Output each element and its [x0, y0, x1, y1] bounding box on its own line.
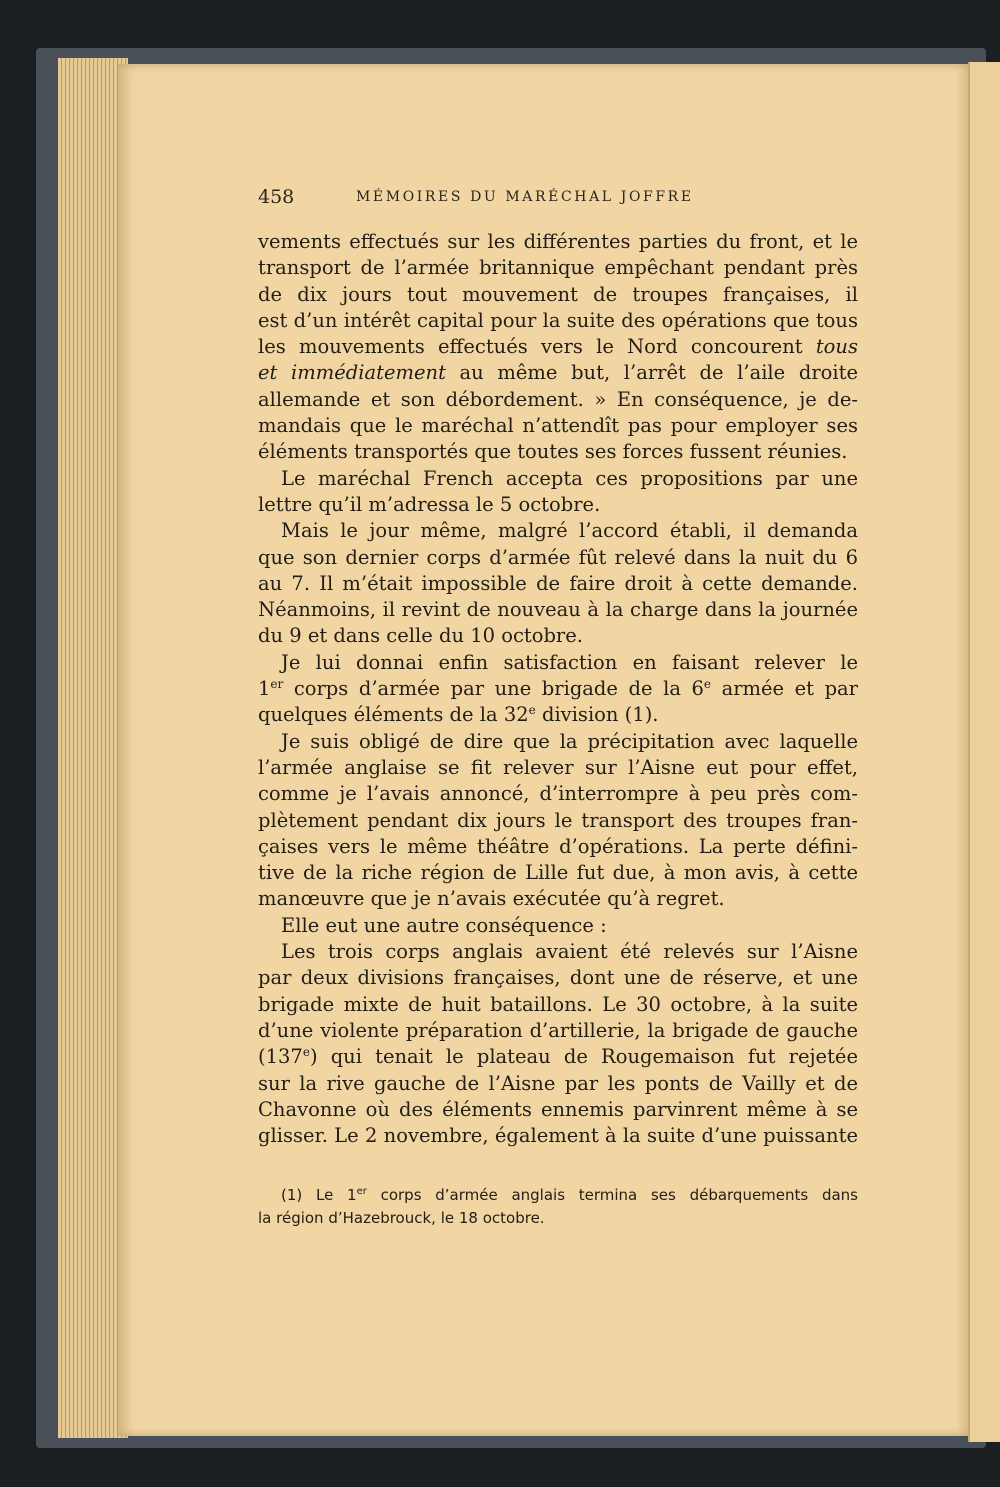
text-run: armée et par: [711, 677, 858, 701]
text-run: çaises vers le même théâtre d’opérations. La perte défini-: [258, 834, 858, 858]
text-line: [258, 781, 858, 807]
text-run: au 7. Il m’était impossible de faire droit à cette demande.: [258, 571, 858, 595]
text-run: ) qui tenait le plateau de Rougemaison fut rejetée: [309, 1045, 858, 1069]
running-title: MÉMOIRES DU MARÉCHAL JOFFRE: [356, 189, 694, 205]
text-run: Elle eut une autre conséquence :: [281, 913, 607, 937]
text-line: [258, 1018, 858, 1044]
text-run: tive de la riche région de Lille fut due, à mon avis, à cette: [258, 861, 858, 885]
text-run: (1) Le 1: [281, 1186, 357, 1204]
text-line: [258, 360, 858, 386]
text-line: [258, 623, 858, 649]
superscript: e: [703, 677, 712, 692]
text-run: sur la rive gauche de l’Aisne par les ponts de Vailly et de: [258, 1071, 858, 1095]
text-line: [258, 1071, 858, 1097]
text-line: [258, 886, 858, 912]
text-run: Le maréchal French accepta ces propositions par une: [281, 466, 858, 490]
text-line: [258, 413, 858, 439]
text-run: 1: [258, 677, 271, 701]
italic-text: et immédiatement: [258, 361, 446, 385]
text-run: la région d’Hazebrouck, le 18 octobre.: [258, 1209, 545, 1227]
text-line: [258, 492, 858, 518]
text-run: que son dernier corps d’armée fût relevé dans la nuit du 6: [258, 545, 858, 569]
italic-text: tous: [815, 335, 858, 359]
text-run: transport de l’armée britannique empêchant pendant près: [258, 256, 858, 280]
text-line: [258, 939, 858, 965]
page-header: [258, 186, 858, 212]
facing-page-edge: [968, 62, 1000, 1442]
text-line: [258, 518, 858, 544]
superscript: e: [528, 703, 536, 718]
text-run: de dix jours tout mouvement de troupes françaises, il: [258, 282, 858, 306]
body-text: [258, 229, 858, 1149]
text-line: [258, 466, 858, 492]
text-run: plètement pendant dix jours le transport des troupes fran-: [258, 808, 858, 832]
superscript: er: [270, 677, 284, 692]
text-run: d’une violente préparation d’artillerie, la brigade de gauche: [258, 1018, 858, 1042]
text-line: [258, 1044, 858, 1070]
text-line: [258, 255, 858, 281]
text-line: [258, 597, 858, 623]
text-line: [258, 676, 858, 702]
text-run: Chavonne où des éléments ennemis parvinrent même à se: [258, 1097, 858, 1121]
text-line: [258, 308, 858, 334]
text-run: Les trois corps anglais avaient été relevés sur l’Aisne: [281, 940, 858, 964]
text-run: Mais le jour même, malgré l’accord établi, il demanda: [281, 519, 858, 543]
text-line: [258, 834, 858, 860]
text-line: [258, 755, 858, 781]
text-line: [258, 729, 858, 755]
text-run: les mouvements effectués vers le Nord concourent: [258, 335, 816, 359]
text-line: [258, 860, 858, 886]
text-run: division (1).: [535, 703, 659, 727]
text-line: [258, 545, 858, 571]
text-line: [258, 387, 858, 413]
page-number: 458: [258, 186, 295, 208]
text-line: [258, 913, 858, 939]
text-run: corps d’armée anglais termina ses débarquements dans: [366, 1186, 859, 1204]
text-run: Je lui donnai enfin satisfaction en faisant relever le: [281, 650, 858, 674]
text-run: éléments transportés que toutes ses forces fussent réunies.: [258, 440, 848, 464]
text-run: corps d’armée par une brigade de la 6: [283, 677, 704, 701]
footnote-line: [258, 1184, 858, 1207]
text-line: [258, 334, 858, 360]
text-run: Je suis obligé de dire que la précipitation avec laquelle: [281, 729, 858, 753]
text-run: lettre qu’il m’adressa le 5 octobre.: [258, 492, 601, 516]
text-run: brigade mixte de huit bataillons. Le 30 octobre, à la suite: [258, 992, 858, 1016]
text-line: [258, 965, 858, 991]
text-run: comme je l’avais annoncé, d’interrompre à peu près com-: [258, 782, 858, 806]
text-line: [258, 571, 858, 597]
text-run: par deux divisions françaises, dont une de réserve, et une: [258, 966, 858, 990]
text-line: [258, 1097, 858, 1123]
text-line: [258, 229, 858, 255]
text-run: est d’un intérêt capital pour la suite des opérations que tous: [258, 308, 858, 332]
text-run: mandais que le maréchal n’attendît pas pour employer ses: [258, 414, 858, 438]
text-line: [258, 992, 858, 1018]
footnotes: [258, 1184, 858, 1230]
text-line: [258, 808, 858, 834]
footnote-line: [258, 1207, 858, 1230]
text-run: l’armée anglaise se fit relever sur l’Aisne eut pour effet,: [258, 755, 858, 779]
text-run: au même but, l’arrêt de l’aile droite: [445, 361, 859, 385]
text-run: du 9 et dans celle du 10 octobre.: [258, 624, 583, 648]
text-run: (137: [258, 1045, 303, 1069]
text-run: vements effectués sur les différentes parties du front, et le: [258, 230, 858, 253]
text-line: [258, 439, 858, 465]
text-run: Néanmoins, il revint de nouveau à la charge dans la journée: [258, 598, 858, 622]
text-line: [258, 282, 858, 308]
text-run: allemande et son débordement. » En conséquence, je de-: [258, 387, 858, 411]
superscript: e: [302, 1045, 310, 1060]
superscript: er: [356, 1186, 367, 1197]
text-line: [258, 702, 858, 728]
text-run: manœuvre que je n’avais exécutée qu’à regret.: [258, 887, 725, 911]
text-line: [258, 650, 858, 676]
text-line: [258, 1123, 858, 1149]
text-run: glisser. Le 2 novembre, également à la suite d’une puissante: [258, 1124, 858, 1148]
text-run: quelques éléments de la 32: [258, 703, 529, 727]
